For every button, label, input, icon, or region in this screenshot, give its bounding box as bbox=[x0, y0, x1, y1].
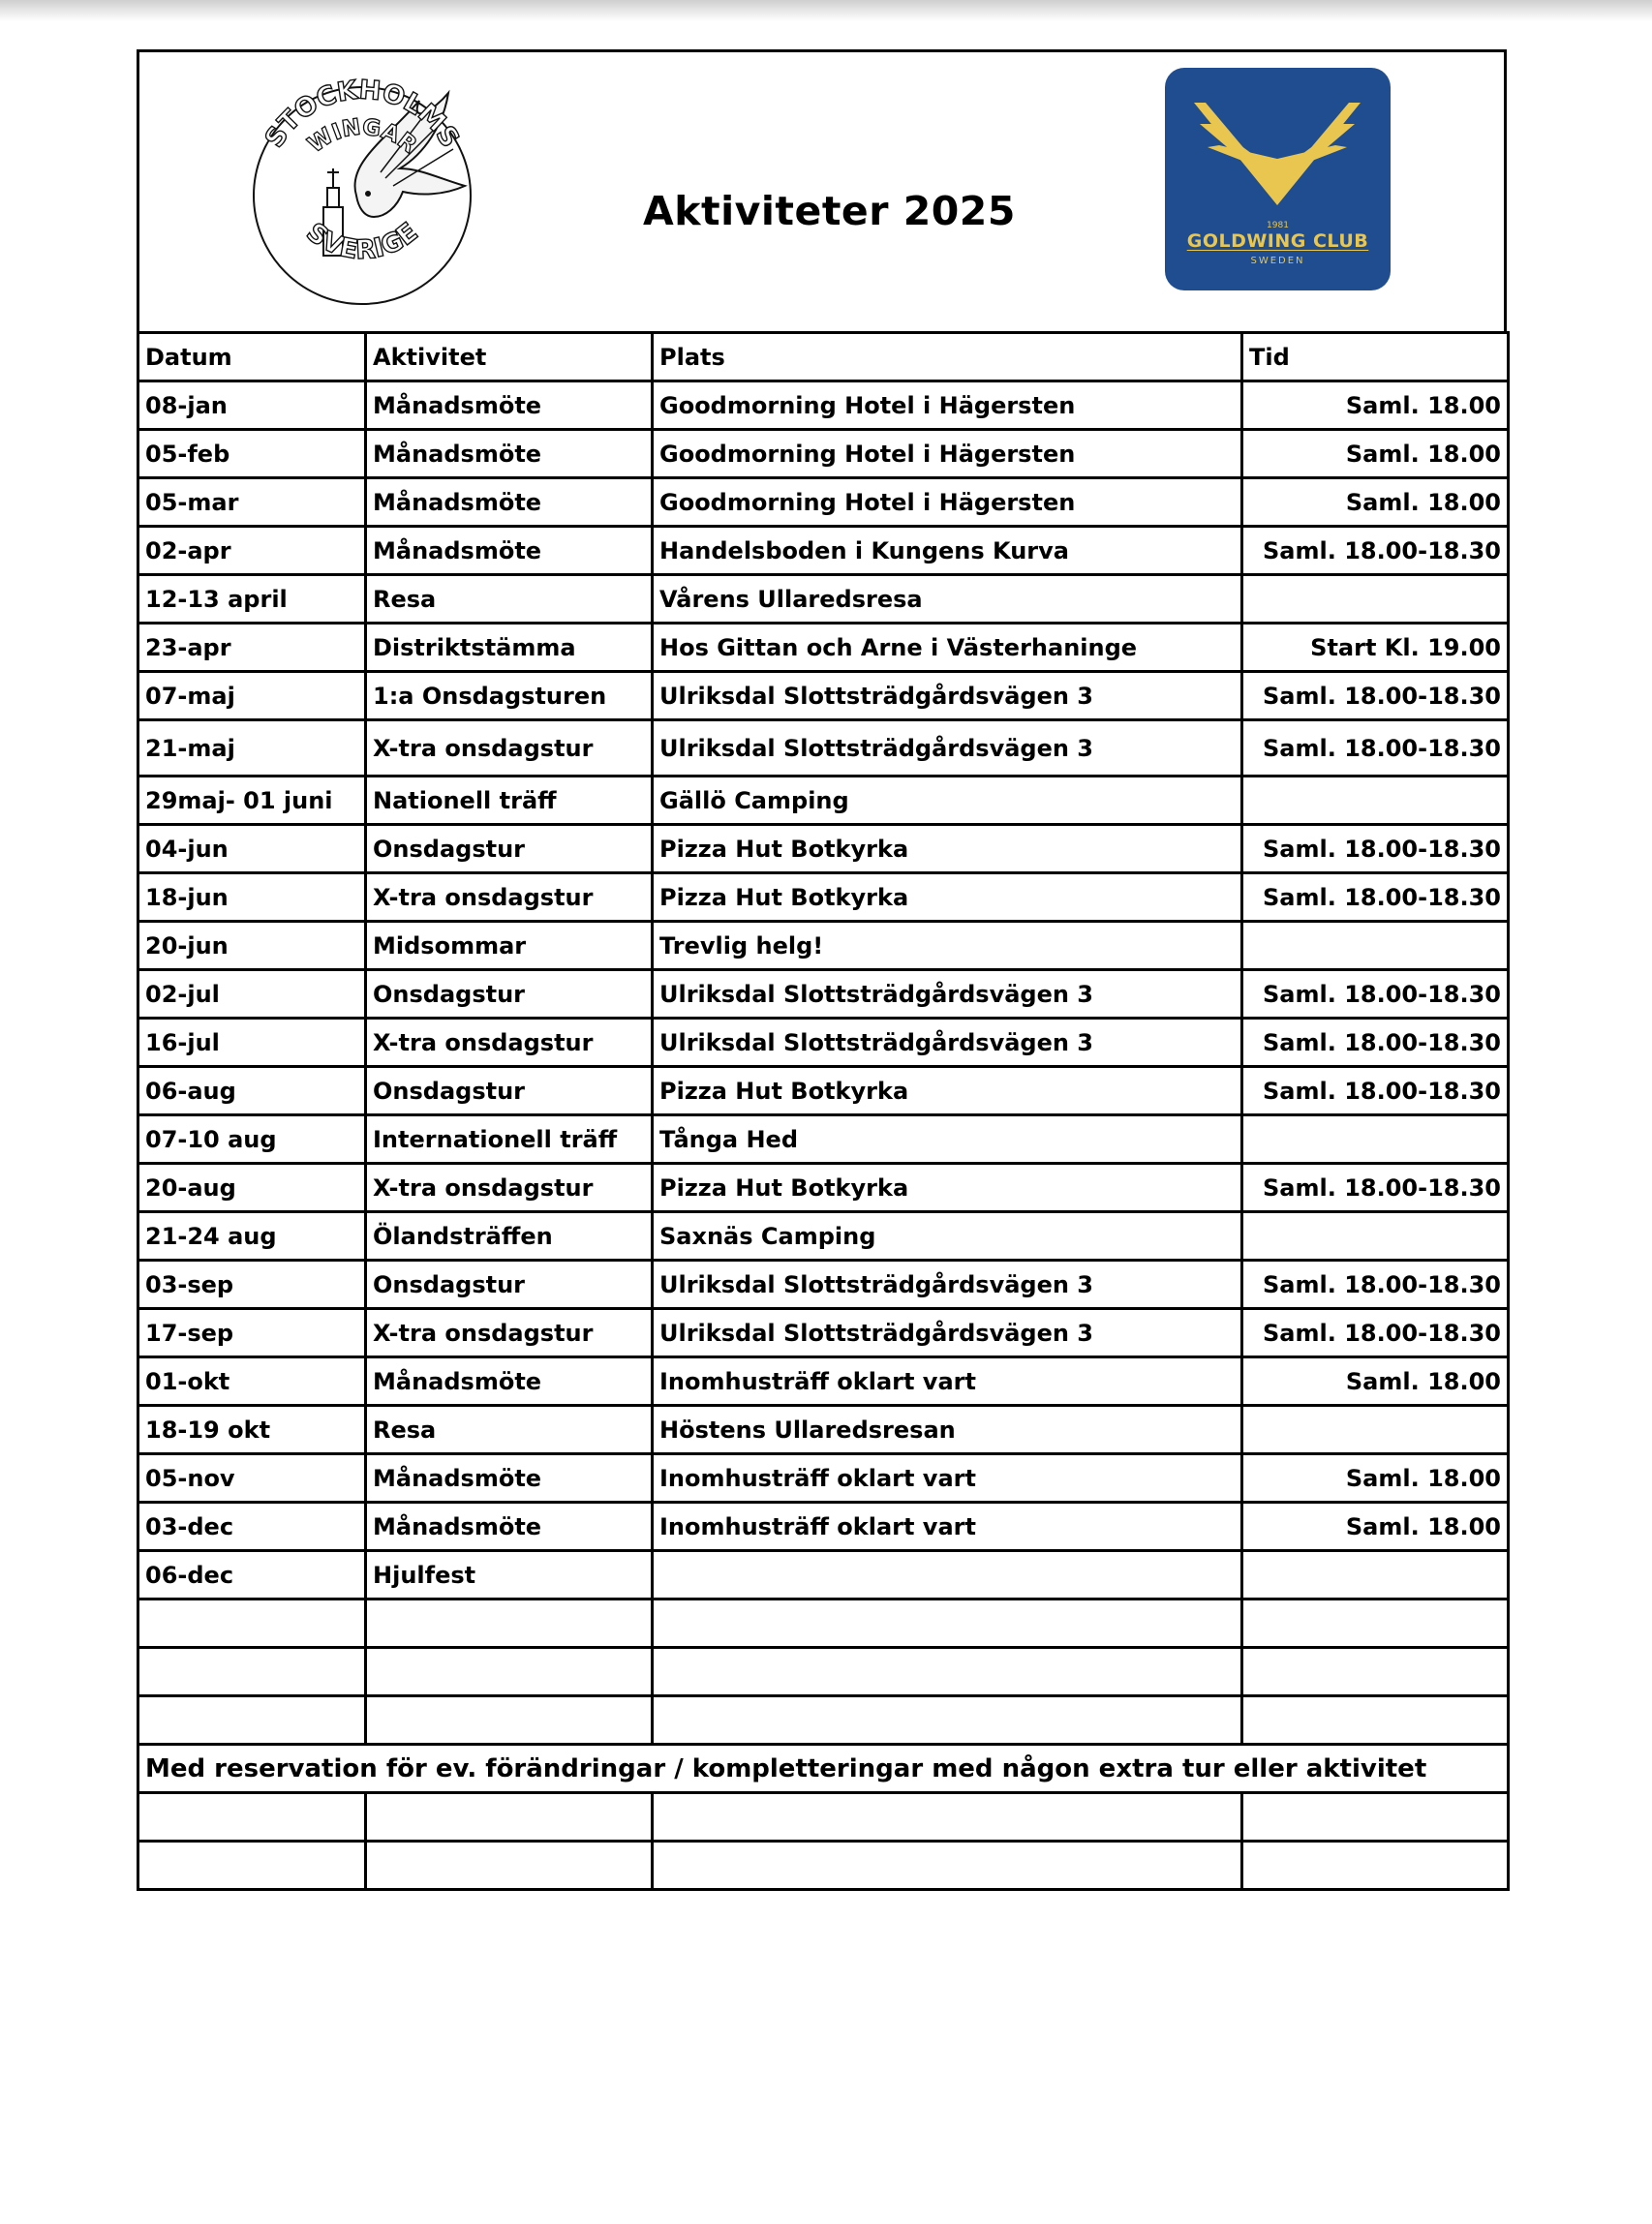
cell-datum: 05-feb bbox=[138, 430, 366, 478]
cell-datum: 17-sep bbox=[138, 1309, 366, 1357]
table-row bbox=[138, 575, 1509, 624]
cell-aktivitet: Onsdagstur bbox=[366, 1067, 653, 1115]
cell-aktivitet: Månadsmöte bbox=[366, 527, 653, 575]
cell-tid: Saml. 18.00-18.30 bbox=[1242, 825, 1509, 873]
header-datum: Datum bbox=[138, 333, 366, 381]
cell-plats: Goodmorning Hotel i Hägersten bbox=[653, 381, 1242, 430]
empty-row bbox=[138, 1599, 1509, 1648]
cell-plats bbox=[653, 1599, 1242, 1648]
cell-plats: Pizza Hut Botkyrka bbox=[653, 873, 1242, 922]
cell-aktivitet bbox=[366, 1599, 653, 1648]
cell-tid bbox=[1242, 777, 1509, 825]
table-row bbox=[138, 922, 1509, 970]
cell-tid bbox=[1242, 1551, 1509, 1599]
cell-aktivitet: Ölandsträffen bbox=[366, 1212, 653, 1261]
cell-datum: 05-nov bbox=[138, 1454, 366, 1503]
cell-datum bbox=[138, 1648, 366, 1696]
table-row bbox=[138, 1115, 1509, 1164]
header-tid: Tid bbox=[1242, 333, 1509, 381]
cell-datum: 02-jul bbox=[138, 970, 366, 1019]
cell-tid: Saml. 18.00 bbox=[1242, 478, 1509, 527]
cell-datum: 23-apr bbox=[138, 624, 366, 672]
stockholms-wingar-logo bbox=[240, 72, 484, 312]
cell-aktivitet bbox=[366, 1793, 653, 1842]
cell-plats: Ulriksdal Slottsträdgårdsvägen 3 bbox=[653, 1261, 1242, 1309]
table-row bbox=[138, 1019, 1509, 1067]
cell-plats: Ulriksdal Slottsträdgårdsvägen 3 bbox=[653, 720, 1242, 777]
cell-datum: 04-jun bbox=[138, 825, 366, 873]
logo-text-middle: WINGAR bbox=[303, 114, 422, 159]
cell-aktivitet: 1:a Onsdagsturen bbox=[366, 672, 653, 720]
logo-name: GOLDWING CLUB bbox=[1186, 230, 1369, 252]
cell-datum: 18-jun bbox=[138, 873, 366, 922]
cell-aktivitet bbox=[366, 1696, 653, 1745]
cell-tid: Saml. 18.00 bbox=[1242, 430, 1509, 478]
header-box bbox=[137, 49, 1507, 331]
cell-datum: 20-jun bbox=[138, 922, 366, 970]
wings-icon bbox=[1165, 68, 1391, 213]
table-row bbox=[138, 1454, 1509, 1503]
table-row bbox=[138, 1164, 1509, 1212]
cell-plats bbox=[653, 1793, 1242, 1842]
table-row bbox=[138, 873, 1509, 922]
cell-aktivitet: Resa bbox=[366, 575, 653, 624]
cell-aktivitet: Hjulfest bbox=[366, 1551, 653, 1599]
cell-datum: 06-dec bbox=[138, 1551, 366, 1599]
cell-datum: 21-maj bbox=[138, 720, 366, 777]
cell-plats: Inomhusträff oklart vart bbox=[653, 1454, 1242, 1503]
cell-aktivitet: Månadsmöte bbox=[366, 430, 653, 478]
cell-tid: Start Kl. 19.00 bbox=[1242, 624, 1509, 672]
cell-datum: 05-mar bbox=[138, 478, 366, 527]
header-plats: Plats bbox=[653, 333, 1242, 381]
cell-datum: 29maj- 01 juni bbox=[138, 777, 366, 825]
cell-datum: 07-maj bbox=[138, 672, 366, 720]
cell-plats: Goodmorning Hotel i Hägersten bbox=[653, 478, 1242, 527]
cell-tid bbox=[1242, 922, 1509, 970]
cell-tid: Saml. 18.00-18.30 bbox=[1242, 1309, 1509, 1357]
logo-text-bottom: SVERIGE bbox=[300, 217, 424, 266]
cell-plats bbox=[653, 1842, 1242, 1890]
cell-plats bbox=[653, 1551, 1242, 1599]
logo-text-top: STOCKHOLMS bbox=[259, 75, 466, 153]
cell-aktivitet: Onsdagstur bbox=[366, 970, 653, 1019]
svg-text:STOCKHOLMS bbox=[260, 75, 465, 152]
empty-row bbox=[138, 1842, 1509, 1890]
cell-plats: Goodmorning Hotel i Hägersten bbox=[653, 430, 1242, 478]
cell-datum: 06-aug bbox=[138, 1067, 366, 1115]
table-row bbox=[138, 1551, 1509, 1599]
cell-tid: Saml. 18.00-18.30 bbox=[1242, 873, 1509, 922]
svg-text:SVERIGE bbox=[300, 217, 423, 265]
cell-tid: Saml. 18.00-18.30 bbox=[1242, 970, 1509, 1019]
cell-aktivitet: X-tra onsdagstur bbox=[366, 873, 653, 922]
empty-row bbox=[138, 1648, 1509, 1696]
cell-datum: 03-sep bbox=[138, 1261, 366, 1309]
cell-tid: Saml. 18.00-18.30 bbox=[1242, 1067, 1509, 1115]
cell-datum: 21-24 aug bbox=[138, 1212, 366, 1261]
activities-table bbox=[137, 331, 1510, 1891]
cell-tid: Saml. 18.00 bbox=[1242, 1454, 1509, 1503]
cell-plats: Pizza Hut Botkyrka bbox=[653, 825, 1242, 873]
cell-plats: Pizza Hut Botkyrka bbox=[653, 1164, 1242, 1212]
cell-aktivitet: Månadsmöte bbox=[366, 381, 653, 430]
cell-tid bbox=[1242, 1212, 1509, 1261]
cell-datum bbox=[138, 1793, 366, 1842]
table-row bbox=[138, 777, 1509, 825]
cell-datum: 18-19 okt bbox=[138, 1406, 366, 1454]
reservation-note: Med reservation för ev. förändringar / kompletteringar med någon extra tur eller aktivitet bbox=[138, 1745, 1509, 1793]
cell-tid: Saml. 18.00 bbox=[1242, 1357, 1509, 1406]
cell-aktivitet: X-tra onsdagstur bbox=[366, 1164, 653, 1212]
cell-datum: 16-jul bbox=[138, 1019, 366, 1067]
table-row bbox=[138, 381, 1509, 430]
table-row bbox=[138, 527, 1509, 575]
cell-plats: Ulriksdal Slottsträdgårdsvägen 3 bbox=[653, 672, 1242, 720]
cell-aktivitet: X-tra onsdagstur bbox=[366, 1309, 653, 1357]
table-row bbox=[138, 1212, 1509, 1261]
cell-tid bbox=[1242, 575, 1509, 624]
cell-plats: Gällö Camping bbox=[653, 777, 1242, 825]
cell-datum: 08-jan bbox=[138, 381, 366, 430]
cell-plats: Pizza Hut Botkyrka bbox=[653, 1067, 1242, 1115]
table-header-row bbox=[138, 333, 1509, 381]
cell-plats: Handelsboden i Kungens Kurva bbox=[653, 527, 1242, 575]
table-row bbox=[138, 478, 1509, 527]
cell-aktivitet: Onsdagstur bbox=[366, 1261, 653, 1309]
page-title: Aktiviteter 2025 bbox=[643, 188, 1016, 234]
logo-year: 1981 bbox=[1267, 221, 1289, 230]
note-row bbox=[138, 1745, 1509, 1793]
cell-aktivitet: Resa bbox=[366, 1406, 653, 1454]
cell-tid: Saml. 18.00-18.30 bbox=[1242, 1164, 1509, 1212]
cell-datum bbox=[138, 1599, 366, 1648]
cell-plats: Saxnäs Camping bbox=[653, 1212, 1242, 1261]
cell-tid: Saml. 18.00-18.30 bbox=[1242, 527, 1509, 575]
cell-tid bbox=[1242, 1793, 1509, 1842]
cell-plats: Hos Gittan och Arne i Västerhaninge bbox=[653, 624, 1242, 672]
cell-plats: Vårens Ullaredsresa bbox=[653, 575, 1242, 624]
cell-aktivitet: X-tra onsdagstur bbox=[366, 1019, 653, 1067]
header-aktivitet: Aktivitet bbox=[366, 333, 653, 381]
table-row bbox=[138, 970, 1509, 1019]
table-row bbox=[138, 1357, 1509, 1406]
cell-plats: Ulriksdal Slottsträdgårdsvägen 3 bbox=[653, 1309, 1242, 1357]
cell-datum bbox=[138, 1696, 366, 1745]
cell-datum: 07-10 aug bbox=[138, 1115, 366, 1164]
cell-tid bbox=[1242, 1406, 1509, 1454]
cell-tid: Saml. 18.00-18.30 bbox=[1242, 720, 1509, 777]
table-row bbox=[138, 720, 1509, 777]
cell-plats: Höstens Ullaredsresan bbox=[653, 1406, 1242, 1454]
cell-datum: 02-apr bbox=[138, 527, 366, 575]
empty-row bbox=[138, 1793, 1509, 1842]
table-row bbox=[138, 1261, 1509, 1309]
page-top-shadow bbox=[0, 0, 1652, 21]
cell-aktivitet: Månadsmöte bbox=[366, 1503, 653, 1551]
cell-aktivitet bbox=[366, 1648, 653, 1696]
cell-datum: 20-aug bbox=[138, 1164, 366, 1212]
cell-tid: Saml. 18.00-18.30 bbox=[1242, 672, 1509, 720]
table-row bbox=[138, 825, 1509, 873]
cell-aktivitet: Internationell träff bbox=[366, 1115, 653, 1164]
cell-plats: Inomhusträff oklart vart bbox=[653, 1503, 1242, 1551]
cell-plats: Tånga Hed bbox=[653, 1115, 1242, 1164]
table-row bbox=[138, 1406, 1509, 1454]
table-row bbox=[138, 1309, 1509, 1357]
cell-plats bbox=[653, 1696, 1242, 1745]
goldwing-club-logo bbox=[1165, 68, 1391, 290]
cell-tid bbox=[1242, 1599, 1509, 1648]
cell-aktivitet: X-tra onsdagstur bbox=[366, 720, 653, 777]
table-row bbox=[138, 1067, 1509, 1115]
cell-tid bbox=[1242, 1842, 1509, 1890]
cell-plats: Ulriksdal Slottsträdgårdsvägen 3 bbox=[653, 1019, 1242, 1067]
cell-tid bbox=[1242, 1648, 1509, 1696]
empty-row bbox=[138, 1696, 1509, 1745]
activities-table-body bbox=[138, 333, 1509, 1890]
cell-datum: 03-dec bbox=[138, 1503, 366, 1551]
cell-datum: 01-okt bbox=[138, 1357, 366, 1406]
cell-aktivitet bbox=[366, 1842, 653, 1890]
cell-tid: Saml. 18.00 bbox=[1242, 1503, 1509, 1551]
cell-plats bbox=[653, 1648, 1242, 1696]
cell-aktivitet: Nationell träff bbox=[366, 777, 653, 825]
logo-country: SWEDEN bbox=[1250, 256, 1305, 266]
cell-plats: Ulriksdal Slottsträdgårdsvägen 3 bbox=[653, 970, 1242, 1019]
cell-tid: Saml. 18.00-18.30 bbox=[1242, 1019, 1509, 1067]
cell-aktivitet: Onsdagstur bbox=[366, 825, 653, 873]
cell-tid: Saml. 18.00 bbox=[1242, 381, 1509, 430]
cell-aktivitet: Distriktstämma bbox=[366, 624, 653, 672]
cell-tid bbox=[1242, 1115, 1509, 1164]
table-row bbox=[138, 430, 1509, 478]
cell-plats: Trevlig helg! bbox=[653, 922, 1242, 970]
cell-datum: 12-13 april bbox=[138, 575, 366, 624]
table-row bbox=[138, 624, 1509, 672]
cell-aktivitet: Månadsmöte bbox=[366, 1357, 653, 1406]
table-row bbox=[138, 1503, 1509, 1551]
cell-plats: Inomhusträff oklart vart bbox=[653, 1357, 1242, 1406]
cell-tid: Saml. 18.00-18.30 bbox=[1242, 1261, 1509, 1309]
cell-aktivitet: Månadsmöte bbox=[366, 1454, 653, 1503]
table-row bbox=[138, 672, 1509, 720]
cell-tid bbox=[1242, 1696, 1509, 1745]
cell-aktivitet: Månadsmöte bbox=[366, 478, 653, 527]
cell-aktivitet: Midsommar bbox=[366, 922, 653, 970]
cell-datum bbox=[138, 1842, 366, 1890]
